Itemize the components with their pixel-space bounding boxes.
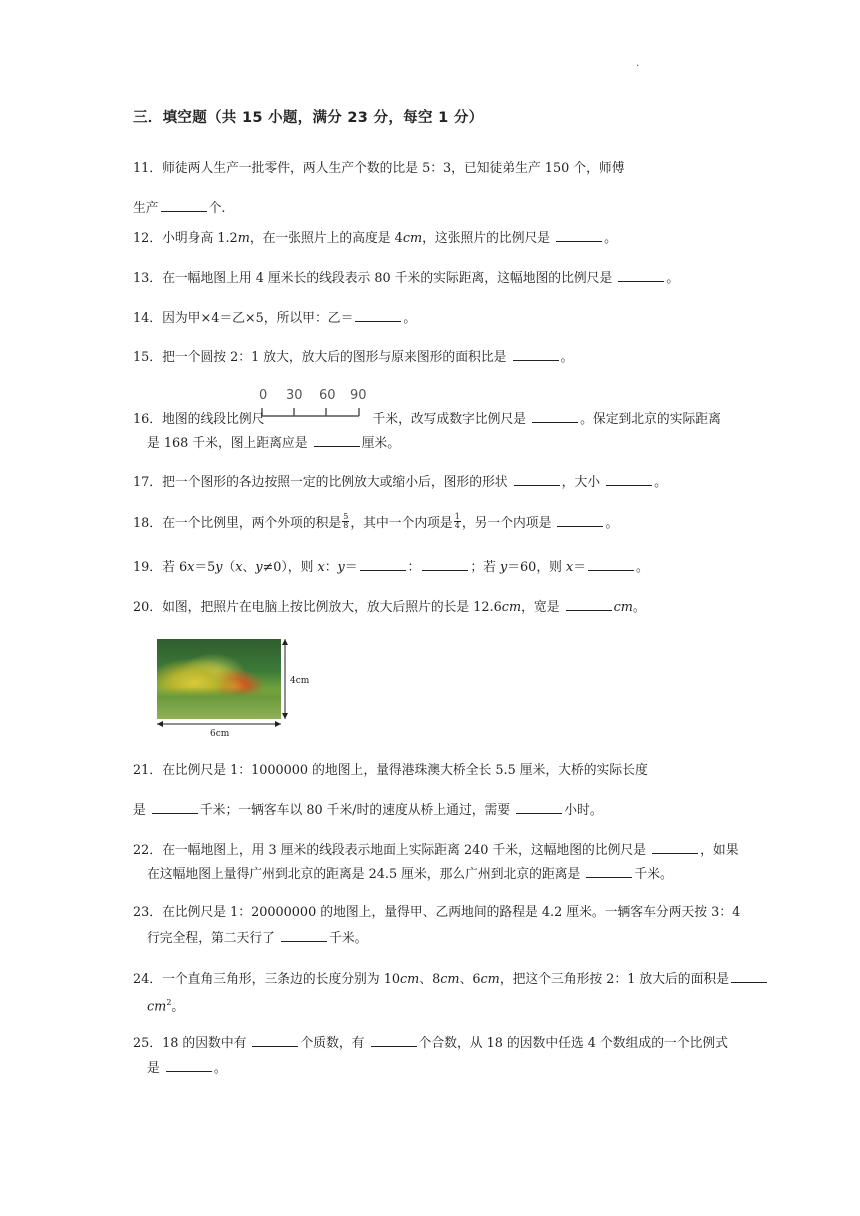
q22-text-line1-post: ，如果	[700, 843, 739, 858]
answer-blank[interactable]	[371, 1033, 417, 1047]
q19-text: ≠0），则	[262, 560, 318, 575]
question-11-line2	[133, 198, 225, 218]
answer-blank[interactable]	[360, 557, 406, 571]
q19-text: 、	[242, 560, 256, 575]
q14-text-end: 。	[403, 311, 417, 326]
question-20	[133, 597, 646, 617]
q18-text-mid: ，其中一个内项是	[350, 516, 453, 531]
question-18	[133, 513, 618, 533]
q21-text-line2-mid: 千米；一辆客车以 80 千米/时的速度从桥上通过，需要	[199, 803, 515, 818]
q11-text-line1: 11．师徒两人生产一批零件，两人生产个数的比是 5：3，已知徒弟生产 150 个，师傅	[133, 161, 625, 176]
q19-text: （	[222, 560, 236, 575]
q21-text-line1: 21．在比例尺是 1：1000000 的地图上，量得港珠澳大桥全长 5.5 厘米，大桥的实际长度	[133, 763, 648, 778]
question-16-line2	[147, 433, 400, 453]
q13-text-end: 。	[666, 271, 680, 286]
q21-text-line2-end: 小时。	[564, 803, 603, 818]
q24-text: 、6	[459, 972, 481, 987]
answer-blank[interactable]	[566, 597, 612, 611]
q12-text-end: 。	[604, 231, 617, 246]
q12-text-post: ，这张照片的比例尺是	[422, 231, 555, 246]
superscript-2: 2	[166, 998, 172, 1007]
question-14	[133, 308, 416, 328]
height-label: 4cm	[290, 676, 310, 686]
question-15	[133, 347, 573, 367]
q23-text-line2-pre: 行完全程，第二天行了	[147, 931, 280, 946]
question-13	[133, 268, 679, 288]
answer-blank[interactable]	[618, 268, 664, 282]
answer-blank[interactable]	[166, 1058, 212, 1072]
question-25-line2	[147, 1058, 227, 1078]
q18-text-pre: 18．在一个比例里，两个外项的积是	[133, 516, 342, 531]
question-19	[133, 557, 649, 577]
scale-label: 60	[319, 388, 336, 403]
question-16	[133, 409, 721, 429]
q20-text-mid: ，宽是	[521, 600, 564, 615]
scale-label: 90	[350, 388, 367, 403]
answer-blank[interactable]	[314, 433, 360, 447]
answer-blank[interactable]	[556, 228, 602, 242]
answer-blank[interactable]	[731, 969, 767, 983]
question-22-line2	[147, 864, 673, 884]
question-25	[133, 1033, 728, 1053]
question-12	[133, 228, 617, 248]
q24-text: ，把这个三角形按 2：1 放大后的面积是	[499, 972, 729, 987]
scale-label: 0	[259, 388, 268, 403]
question-11	[133, 160, 625, 178]
page-dot: .	[636, 58, 640, 69]
question-24	[133, 969, 767, 989]
q23-text-line2-end: 千米。	[329, 931, 368, 946]
q19-text: ＝5	[194, 560, 216, 575]
question-21	[133, 762, 648, 780]
answer-blank[interactable]	[422, 557, 468, 571]
q16-text-post: 。保定到北京的实际距离	[580, 412, 721, 427]
scale-label: 30	[286, 388, 303, 403]
q17-text-end: 。	[654, 475, 667, 490]
q19-text: ＝	[573, 560, 586, 575]
unit-cm: cm	[399, 972, 420, 987]
q16-text-line2-post: 厘米。	[361, 436, 400, 451]
q25-text-line2-end: 。	[213, 1061, 227, 1076]
question-23	[133, 904, 740, 922]
q19-text: ：	[324, 560, 338, 575]
q24-text: 、8	[419, 972, 441, 987]
q19-text: 。	[636, 560, 649, 575]
question-22	[133, 840, 738, 860]
fraction-1-4: $\frac{1}{4}$	[454, 512, 460, 530]
unit-m: m	[237, 231, 250, 246]
answer-blank[interactable]	[281, 928, 327, 942]
q21-text-line2-pre: 是	[133, 803, 150, 818]
q19-text: ：	[407, 560, 421, 575]
question-23-line2	[147, 928, 367, 948]
photo-figure	[152, 636, 312, 742]
q17-text-mid: ，大小	[561, 475, 605, 490]
q25-text-pre: 25．18 的因数中有	[133, 1036, 251, 1051]
q19-text: 19．若 6	[133, 560, 188, 575]
q11-text-post: 个.	[208, 201, 226, 216]
unit-cm: cm	[480, 972, 500, 987]
question-21-line2	[133, 800, 603, 820]
unit-cm: cm	[402, 231, 423, 246]
var-x: x	[187, 560, 195, 575]
dimension-arrows	[152, 636, 312, 742]
q16-text-line2-pre: 是 168 千米，图上距离应是	[147, 436, 312, 451]
q24-text-end: 。	[171, 999, 185, 1015]
unit-cm: cm	[147, 999, 167, 1015]
q17-text-pre: 17．把一个图形的各边按照一定的比例放大或缩小后，图形的形状	[133, 475, 512, 490]
q16-text-mid: 千米，改写成数字比例尺是	[372, 412, 531, 427]
var-y: y	[337, 560, 345, 575]
answer-blank[interactable]	[152, 800, 198, 814]
q25-text-b: 个合数，从 18 的因数中任选 4 个数组成的一个比例式	[418, 1036, 728, 1051]
answer-blank[interactable]	[161, 198, 207, 212]
q16-text-pre: 16．地图的线段比例尺	[133, 412, 265, 427]
q22-text-line1-pre: 22．在一幅地图上，用 3 厘米的线段表示地面上实际距离 240 千米，这幅地图的比例尺是	[133, 843, 651, 858]
answer-blank[interactable]	[514, 472, 560, 486]
unit-cm: cm	[501, 600, 522, 615]
question-24-line2	[147, 994, 184, 1016]
answer-blank[interactable]	[252, 1033, 298, 1047]
q12-text-pre: 12．小明身高 1.2	[133, 231, 238, 246]
answer-blank[interactable]	[606, 472, 652, 486]
answer-blank[interactable]	[586, 864, 632, 878]
var-x: x	[235, 560, 243, 575]
q24-text: 24．一个直角三角形，三条边的长度分别为 10	[133, 972, 400, 987]
q25-text-line2-pre: 是	[147, 1061, 164, 1076]
var-x: x	[565, 560, 574, 575]
answer-blank[interactable]	[532, 409, 578, 423]
section-title: 三．填空题（共 15 小题，满分 23 分，每空 1 分）	[133, 110, 484, 126]
q18-text-end: 。	[605, 516, 619, 531]
q18-text-post: ，另一个内项是	[461, 516, 556, 531]
question-17	[133, 472, 667, 492]
var-x: x	[317, 560, 325, 575]
q11-text-pre: 生产	[133, 201, 159, 216]
answer-blank[interactable]	[588, 557, 634, 571]
q12-text-mid: ，在一张照片上的高度是 4	[249, 231, 403, 246]
answer-blank[interactable]	[513, 347, 559, 361]
answer-blank[interactable]	[557, 513, 603, 527]
q25-text-a: 个质数，有	[300, 1036, 369, 1051]
fraction-5-8: $\frac{5}{8}$	[343, 512, 349, 530]
q22-text-line2-end: 千米。	[634, 867, 673, 882]
q19-text: ＝60，则	[507, 560, 566, 575]
var-y: y	[215, 560, 223, 575]
q23-text-line1: 23．在比例尺是 1：20000000 的地图上，量得甲、乙两地间的路程是 4.2 厘米。一辆客车分两天按 3：4	[133, 905, 741, 920]
q15-text-pre: 15．把一个圆按 2：1 放大，放大后的图形与原来图形的面积比是	[133, 350, 511, 365]
unit-cm: cm	[440, 972, 460, 987]
var-y: y	[255, 560, 263, 575]
width-label: 6cm	[210, 729, 230, 739]
q20-text-pre: 20．如图，把照片在电脑上按比例放大，放大后照片的长是 12.6	[133, 600, 502, 615]
unit-cm: cm	[613, 600, 633, 615]
q19-text: ＝	[344, 560, 358, 575]
var-y: y	[500, 560, 508, 575]
q19-text: ；若	[470, 560, 500, 575]
q20-text-end: 。	[632, 600, 646, 615]
answer-blank[interactable]	[355, 308, 401, 322]
q22-text-line2-pre: 在这幅地图上量得广州到北京的距离是 24.5 厘米，那么广州到北京的距离是	[147, 867, 585, 882]
answer-blank[interactable]	[516, 800, 562, 814]
q14-text-pre: 14．因为甲×4＝乙×5，所以甲：乙＝	[133, 311, 354, 326]
answer-blank[interactable]	[652, 840, 698, 854]
q15-text-end: 。	[560, 350, 574, 365]
q13-text-pre: 13．在一幅地图上用 4 厘米长的线段表示 80 千米的实际距离，这幅地图的比例尺是	[133, 271, 617, 286]
